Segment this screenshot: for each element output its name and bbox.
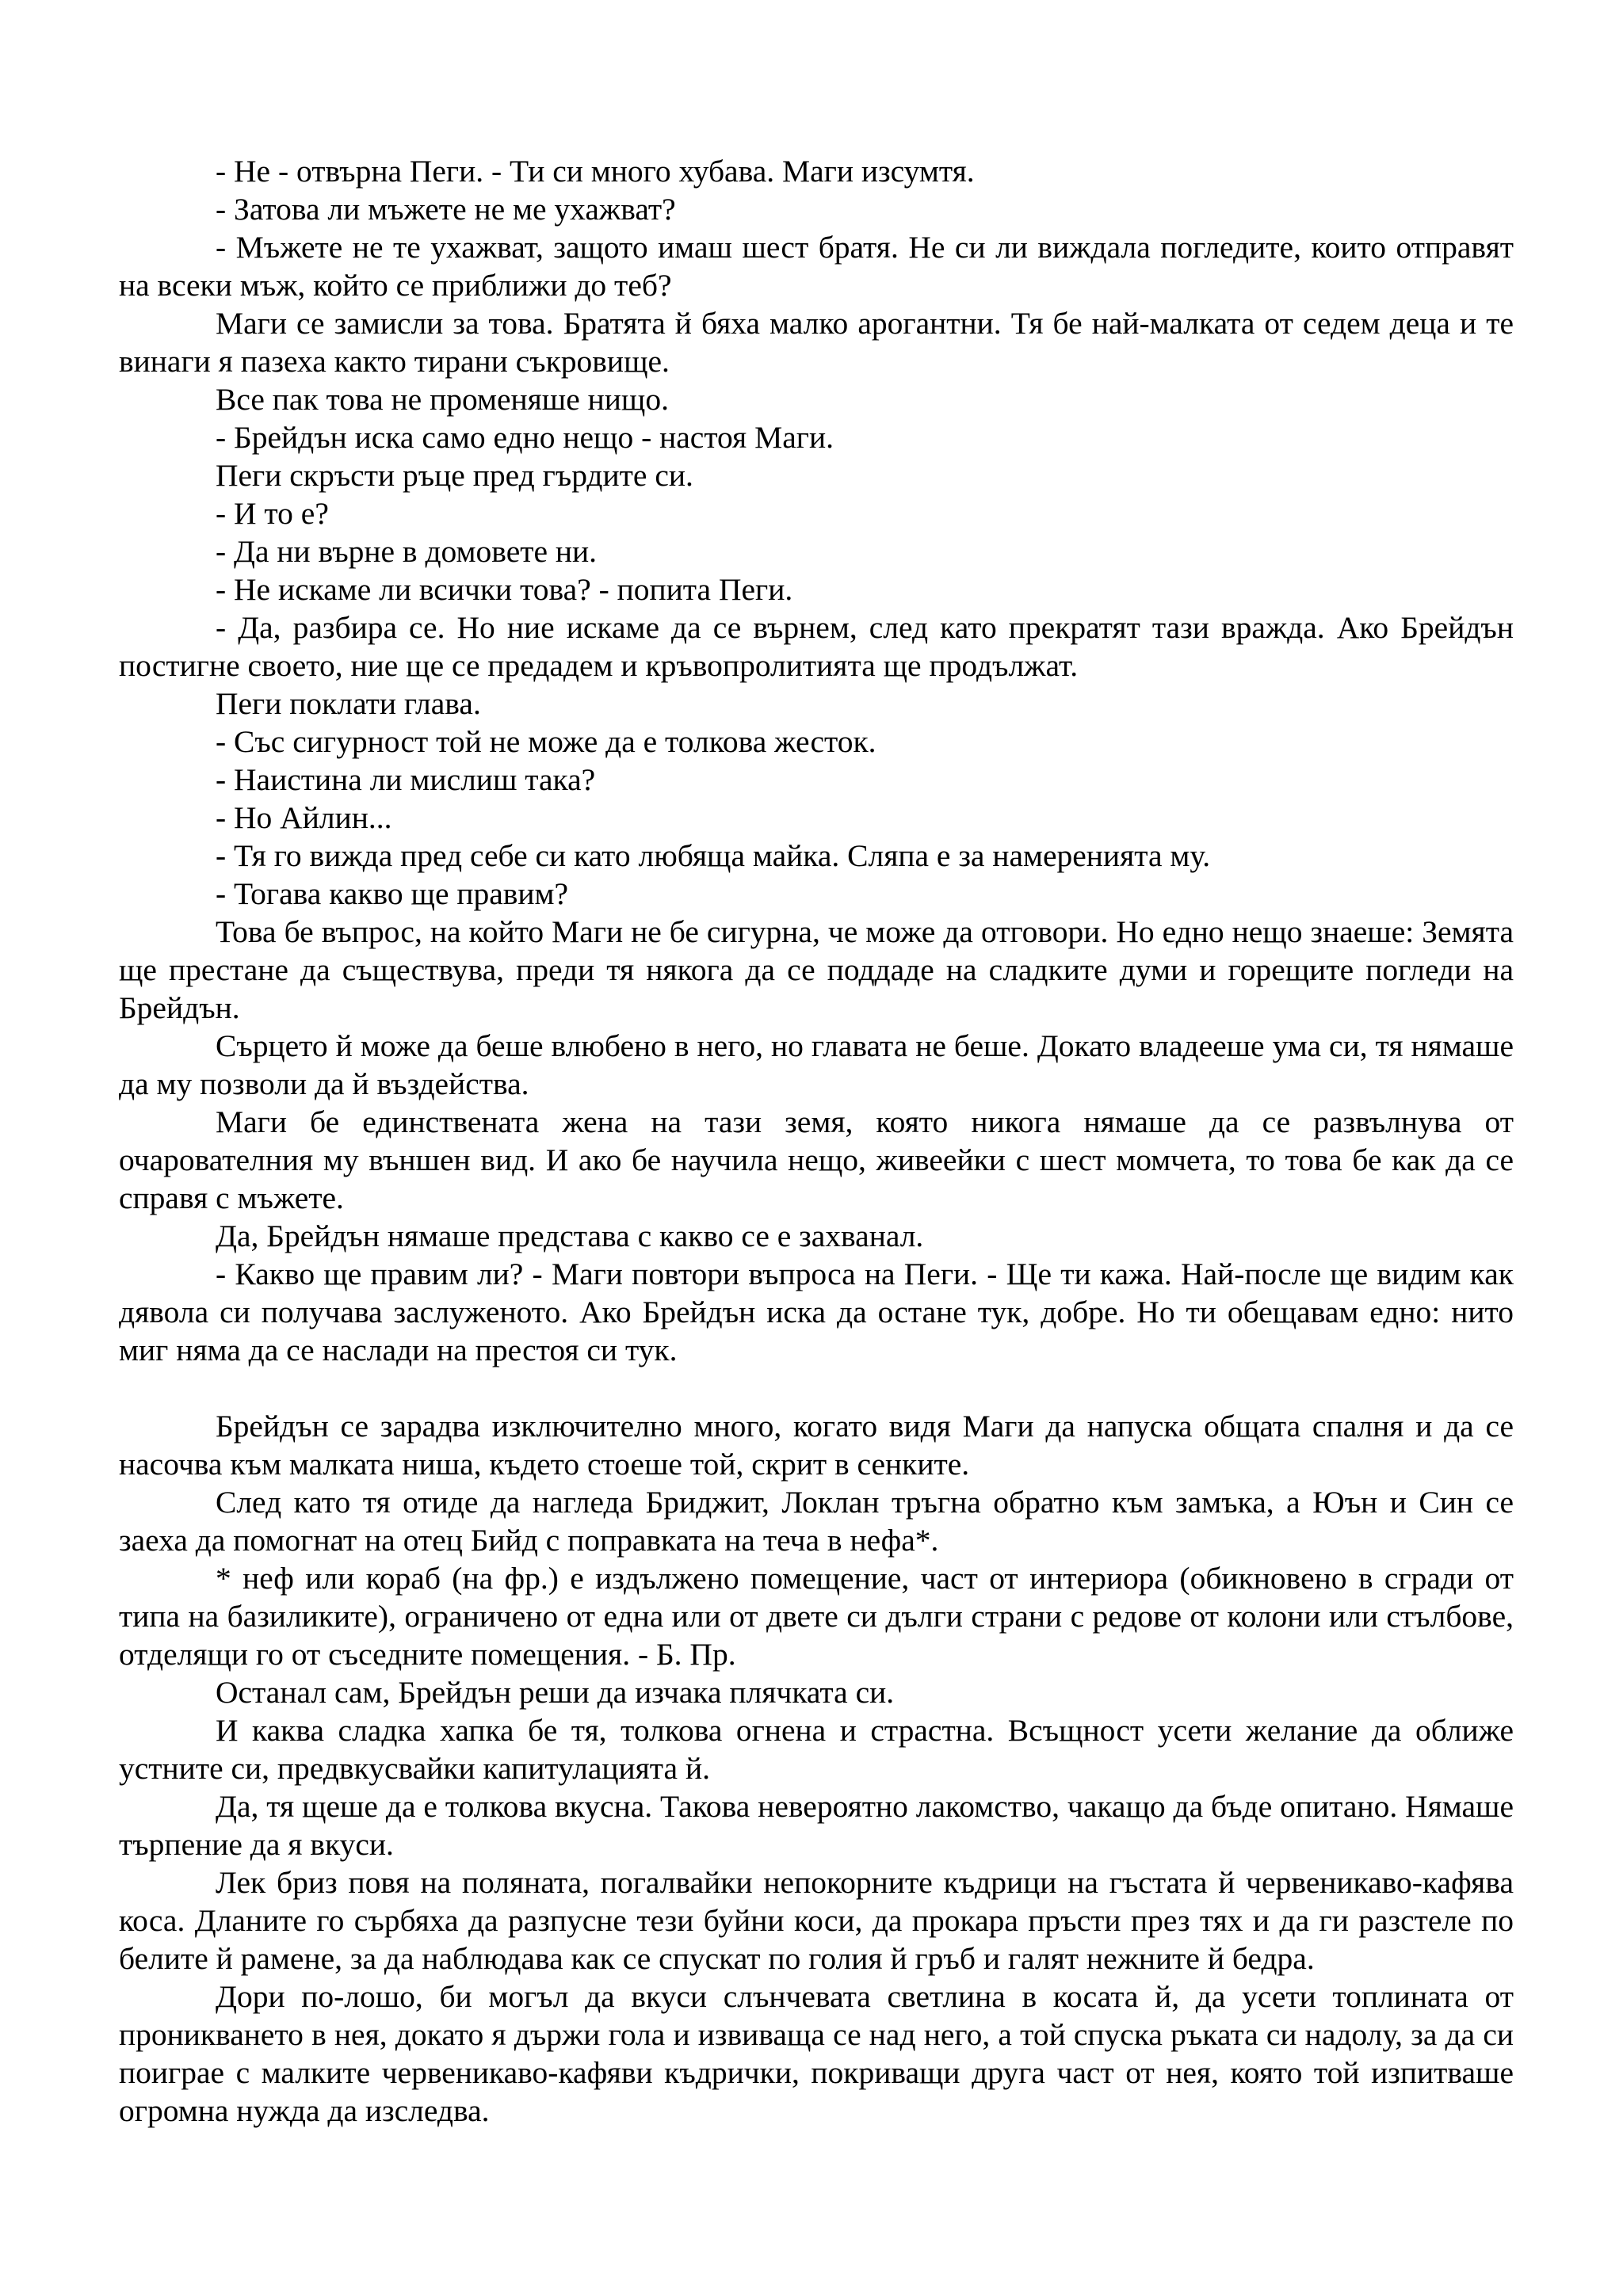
- paragraph: - Какво ще правим ли? - Маги повтори въпроса на Пеги. - Ще ти кажа. Най-после ще видим как дявола си получава заслуженото. Ако Брейдън иска да остане тук, добре. Но ти обещавам едно: нито миг няма да се наслади на престоя си тук.: [119, 1257, 1514, 1367]
- paragraph: - И то е?: [216, 496, 329, 531]
- paragraph: Маги се замисли за това. Братята й бяха малко арогантни. Тя бе най-малката от седем деца и те винаги я пазеха както тирани съкровище.: [119, 306, 1514, 379]
- paragraph: Пеги поклати глава.: [216, 686, 481, 721]
- paragraph: Сърцето й може да беше влюбено в него, но главата не беше. Докато владееше ума си, тя нямаше да му позволи да й въздейства.: [119, 1028, 1514, 1101]
- paragraph: - Но Айлин...: [216, 800, 392, 835]
- paragraph: - Да ни върне в домовете ни.: [216, 534, 598, 569]
- paragraph: Лек бриз повя на поляната, погалвайки непокорните къдрици на гъстата й червеникаво-кафява коса. Дланите го сърбяха да разпусне тези буйни коси, да прокара пръсти през тях и да ги разстеле по белите й рамене, за да наблюдава как се спускат по голия й гръб и галят нежните й бедра.: [119, 1865, 1514, 1976]
- paragraph: И каква сладка хапка бе тя, толкова огнена и страстна. Всъщност усети желание да оближе устните си, предвкусвайки капитулацията й.: [119, 1713, 1514, 1786]
- footnote: * неф или кораб (на фр.) е издължено помещение, част от интериора (обикновено в сгради от типа на базиликите), ограничено от една или от двете си дълги страни с редове от колони или стълбове, отделящи го от съседните помещения. - Б. Пр.: [119, 1561, 1514, 1672]
- paragraph: - Затова ли мъжете не ме ухажват?: [216, 192, 676, 227]
- paragraph: - Със сигурност той не може да е толкова жесток.: [216, 724, 876, 759]
- paragraph: - Да, разбира се. Но ние искаме да се върнем, след като прекратят тази вражда. Ако Брейдън постигне своето, ние ще се предадем и кръвопролитията ще продължат.: [119, 610, 1514, 683]
- paragraph: Все пак това не променяше нищо.: [216, 382, 669, 417]
- paragraph: - Брейдън иска само едно нещо - настоя Маги.: [216, 420, 834, 455]
- document-page: [119, 152, 1514, 2130]
- paragraph: Дори по-лошо, би могъл да вкуси слънчевата светлина в косата й, да усети топлината от проникването в нея, докато я държи гола и извиваща се над него, а той спуска ръката си надолу, за да си поиграе с малките червеникаво-кафяви къдрички, покриващи друга част от нея, която той изпитваше огромна нужда да изследва.: [119, 1979, 1514, 2128]
- paragraph: - Не искаме ли всички това? - попита Пеги.: [216, 572, 793, 607]
- paragraph: Пеги скръсти ръце пред гърдите си.: [216, 458, 693, 493]
- paragraph: Брейдън се зарадва изключително много, когато видя Маги да напуска общата спалня и да се насочва към малката ниша, където стоеше той, скрит в сенките.: [119, 1409, 1514, 1482]
- paragraph: Да, тя щеше да е толкова вкусна. Такова невероятно лакомство, чакащо да бъде опитано. Нямаше търпение да я вкуси.: [119, 1789, 1514, 1862]
- paragraph: - Не - отвърна Пеги. - Ти си много хубава. Маги изсумтя.: [216, 154, 975, 189]
- paragraph: Останал сам, Брейдън реши да изчака плячката си.: [216, 1675, 895, 1710]
- paragraph: След като тя отиде да нагледа Бриджит, Локлан тръгна обратно към замъка, а Юън и Син се заеха да помогнат на отец Бийд с поправката на теча в нефа*.: [119, 1485, 1514, 1558]
- paragraph: - Наистина ли мислиш така?: [216, 762, 596, 797]
- paragraph: - Мъжете не те ухажват, защото имаш шест братя. Не си ли виждала погледите, които отправят на всеки мъж, който се приближи до теб?: [119, 230, 1514, 303]
- blank-line: [119, 1369, 1514, 1407]
- paragraph: Маги бе единствената жена на тази земя, която никога нямаше да се развълнува от очарователния му външен вид. И ако бе научила нещо, живеейки с шест момчета, то това бе как да се справя с мъжете.: [119, 1104, 1514, 1215]
- paragraph: Да, Брейдън нямаше представа с какво се е захванал.: [216, 1219, 924, 1253]
- paragraph: - Тогава какво ще правим?: [216, 876, 569, 911]
- paragraph: - Тя го вижда пред себе си като любяща майка. Сляпа е за намеренията му.: [216, 838, 1211, 873]
- paragraph: Това бе въпрос, на който Маги не бе сигурна, че може да отговори. Но едно нещо знаеше: Земята ще престане да съществува, преди тя някога да се поддаде на сладките думи и горещите погледи на Брейдън.: [119, 914, 1514, 1025]
